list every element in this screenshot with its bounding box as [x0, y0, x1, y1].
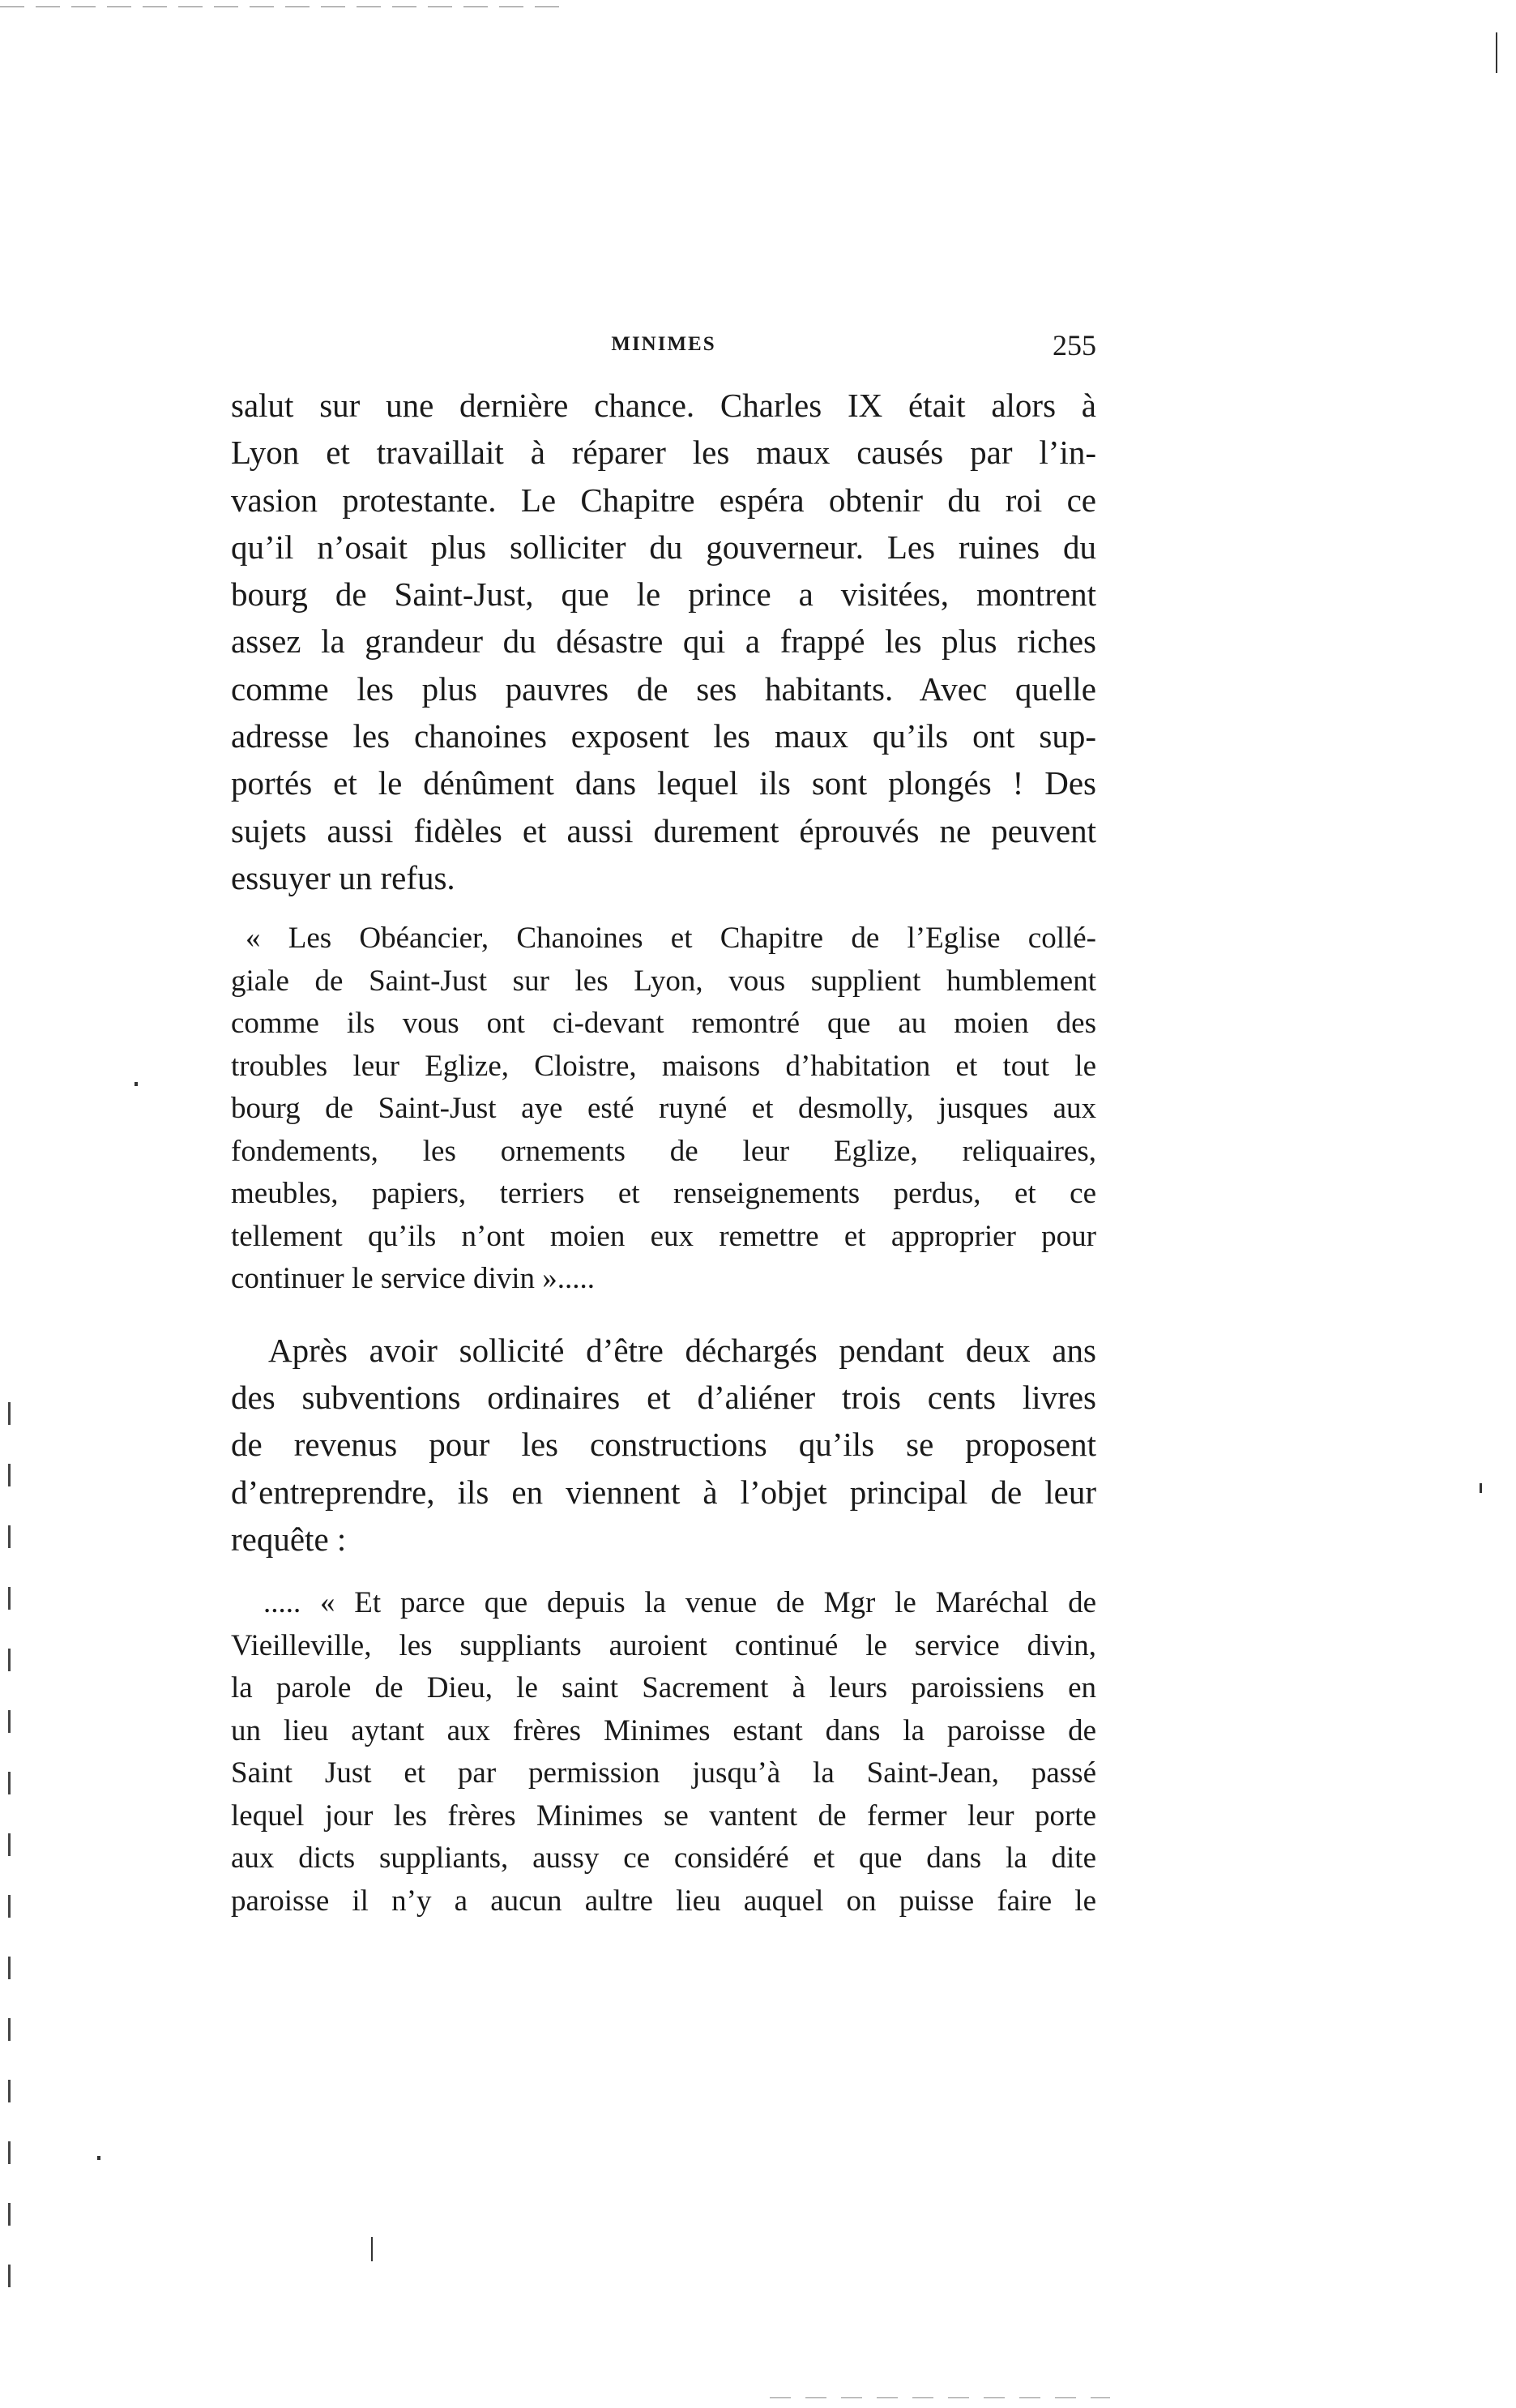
text-line: giale de Saint-Just sur les Lyon, vous supplient humblement — [231, 964, 1096, 998]
scan-speck — [97, 2156, 100, 2160]
paragraph-request — [231, 1327, 1096, 1563]
running-head — [231, 328, 1096, 364]
text-line: de revenus pour les constructions qu’ils se proposent — [231, 1426, 1096, 1464]
text-line: salut sur une dernière chance. Charles IX était alors à — [231, 387, 1096, 424]
scan-margin-marks — [8, 1402, 11, 2302]
text-line: adresse les chanoines exposent les maux qu’ils ont sup- — [231, 717, 1096, 755]
scan-speck — [1480, 1483, 1482, 1493]
text-line: bourg de Saint-Just, que le prince a visitées, montrent — [231, 575, 1096, 614]
text-line: Saint Just et par permission jusqu’à la Saint-Jean, passé — [231, 1756, 1096, 1790]
text-line: essuyer un refus. — [231, 858, 455, 896]
scan-edge-top — [0, 6, 559, 7]
text-line: d’entreprendre, ils en viennent à l’objet principal de leur — [231, 1473, 1096, 1511]
text-line: meubles, papiers, terriers et renseignements perdus, et ce — [231, 1177, 1096, 1211]
book-page — [231, 328, 1096, 1923]
scan-speck — [135, 1082, 138, 1086]
text-line: comme les plus pauvres de ses habitants. Avec quelle — [231, 669, 1096, 708]
text-line: vasion protestante. Le Chapitre espéra obtenir du roi ce — [231, 481, 1096, 519]
scan-speck — [371, 2237, 373, 2261]
text-line: la parole de Dieu, le saint Sacrement à leurs paroissiens en — [231, 1671, 1096, 1705]
text-line: troubles leur Eglize, Cloistre, maisons d’habitation et tout le — [231, 1049, 1096, 1083]
text-line: comme ils vous ont ci-devant remontré que au moien des — [231, 1007, 1096, 1041]
text-line: paroisse il n’y a aucun aultre lieu auquel on puisse faire le — [231, 1884, 1096, 1918]
quotation-minimes — [231, 1582, 1096, 1923]
text-line: ..... « Et parce que depuis la venue de Mgr le Maréchal de — [263, 1586, 1096, 1620]
text-line: « Les Obéancier, Chanoines et Chapitre de l’Eglise collé- — [246, 922, 1096, 956]
text-line: bourg de Saint-Just aye esté ruyné et desmolly, jusques aux — [231, 1092, 1096, 1126]
text-line: aux dicts suppliants, aussy ce considéré et que dans la dite — [231, 1841, 1096, 1876]
text-line: un lieu aytant aux frères Minimes estant dans la paroisse de — [231, 1713, 1096, 1747]
text-line: Après avoir sollicité d’être déchargés pendant deux ans — [268, 1331, 1096, 1369]
text-line: qu’il n’osait plus solliciter du gouverneur. Les ruines du — [231, 528, 1096, 566]
text-line: lequel jour les frères Minimes se vantent de fermer leur porte — [231, 1799, 1096, 1833]
text-line: des subventions ordinaires et d’aliéner trois cents livres — [231, 1379, 1096, 1417]
running-title: MINIMES — [611, 333, 716, 355]
text-line: requête : — [231, 1520, 347, 1558]
text-line: sujets aussi fidèles et aussi durement éprouvés ne peuvent — [231, 811, 1096, 849]
scan-speck — [1496, 32, 1497, 73]
text-line: fondements, les ornements de leur Eglize, reliquaires, — [231, 1134, 1096, 1168]
scan-edge-bottom — [770, 2397, 1110, 2398]
page-number: 255 — [1053, 329, 1096, 361]
text-line: Lyon et travaillait à réparer les maux causés par l’in- — [231, 434, 1096, 472]
text-line: portés et le dénûment dans lequel ils sont plongés ! Des — [231, 764, 1096, 802]
text-line: assez la grandeur du désastre qui a frappé les plus riches — [231, 622, 1096, 661]
text-line: Vieilleville, les suppliants auroient continué le service divin, — [231, 1628, 1096, 1662]
paragraph-intro — [231, 382, 1096, 901]
quotation-petition — [231, 917, 1096, 1301]
text-line: tellement qu’ils n’ont moien eux remettre et approprier pour — [231, 1219, 1096, 1253]
text-line: continuer le service divin »..... — [231, 1262, 596, 1296]
